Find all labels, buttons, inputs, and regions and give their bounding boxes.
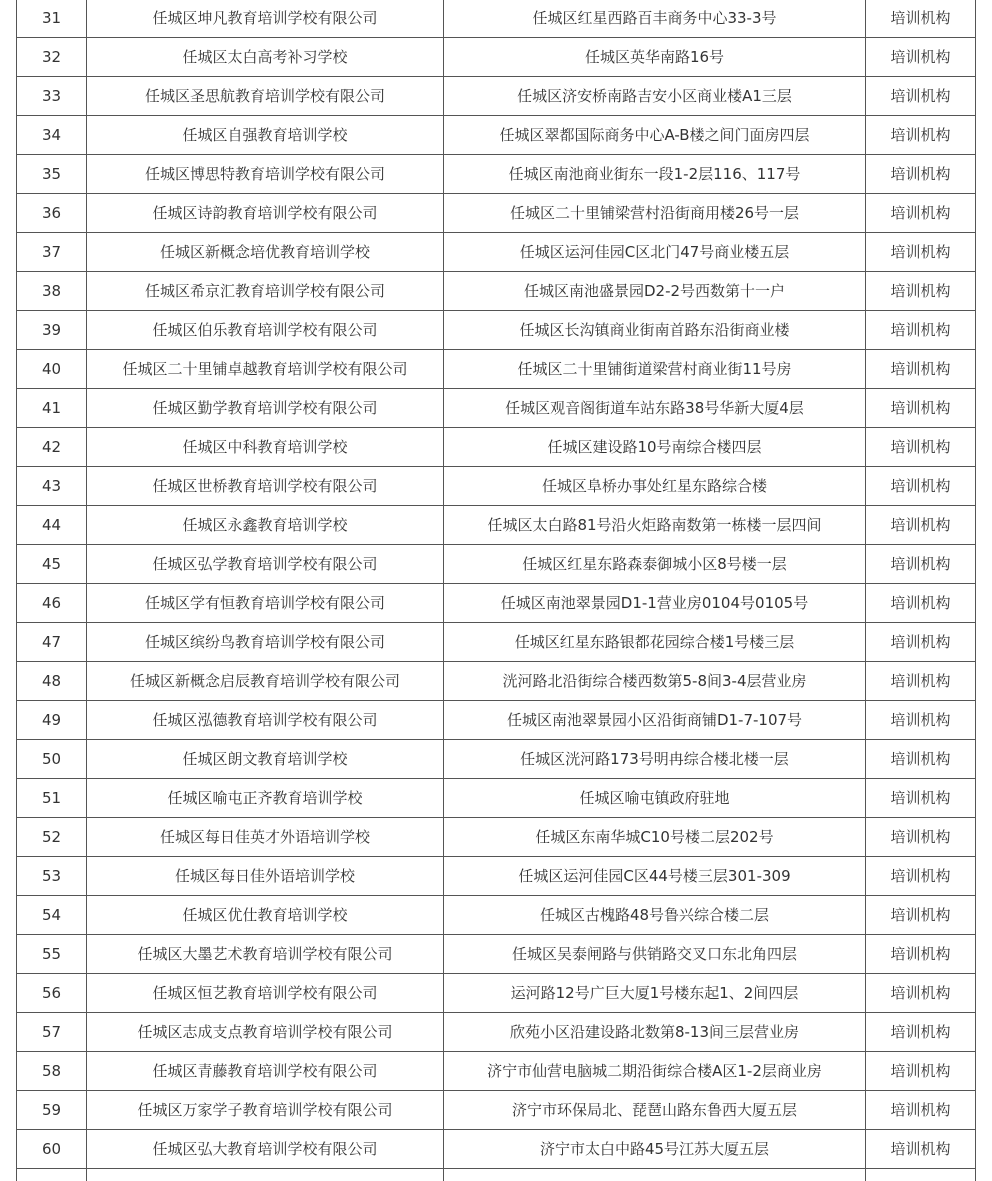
institution-name-cell: 任城区新概念培优教育培训学校 (87, 233, 444, 272)
institution-address-cell: 任城区二十里铺街道梁营村商业街11号房 (444, 350, 866, 389)
institution-type-cell: 培训机构 (866, 818, 976, 857)
row-number-cell: 37 (17, 233, 87, 272)
row-number-cell: 52 (17, 818, 87, 857)
institution-type-cell: 培训机构 (866, 545, 976, 584)
table-row (17, 857, 976, 896)
institution-name-cell: 任城区永鑫教育培训学校 (87, 506, 444, 545)
institution-name-cell: 任城区青藤教育培训学校有限公司 (87, 1052, 444, 1091)
institution-address-cell: 任城区阜桥办事处红星东路综合楼 (444, 467, 866, 506)
institution-type-cell: 培训机构 (866, 1091, 976, 1130)
empty-cell (444, 1169, 866, 1181)
institution-type-cell: 培训机构 (866, 896, 976, 935)
row-number-cell: 51 (17, 779, 87, 818)
institution-name-cell: 任城区弘学教育培训学校有限公司 (87, 545, 444, 584)
institution-name-cell: 任城区泓德教育培训学校有限公司 (87, 701, 444, 740)
institution-type-cell: 培训机构 (866, 311, 976, 350)
table-row (17, 194, 976, 233)
institution-address-cell: 任城区南池商业街东一段1-2层116、117号 (444, 155, 866, 194)
institution-type-cell: 培训机构 (866, 584, 976, 623)
institution-type-cell: 培训机构 (866, 857, 976, 896)
row-number-cell: 38 (17, 272, 87, 311)
institution-type-cell: 培训机构 (866, 1130, 976, 1169)
institution-name-cell: 任城区万家学子教育培训学校有限公司 (87, 1091, 444, 1130)
institution-address-cell: 任城区长沟镇商业街南首路东沿街商业楼 (444, 311, 866, 350)
empty-cell (17, 1169, 87, 1181)
institution-address-cell: 任城区红星东路森泰御城小区8号楼一层 (444, 545, 866, 584)
institution-type-cell: 培训机构 (866, 116, 976, 155)
institution-type-cell: 培训机构 (866, 1013, 976, 1052)
institution-name-cell: 任城区朗文教育培训学校 (87, 740, 444, 779)
row-number-cell: 44 (17, 506, 87, 545)
institution-address-cell: 任城区观音阁街道车站东路38号华新大厦4层 (444, 389, 866, 428)
institution-type-cell: 培训机构 (866, 974, 976, 1013)
institution-address-cell: 任城区南池翠景园D1-1营业房0104号0105号 (444, 584, 866, 623)
institution-address-cell: 任城区喻屯镇政府驻地 (444, 779, 866, 818)
institution-address-cell: 任城区翠都国际商务中心A-B楼之间门面房四层 (444, 116, 866, 155)
institution-type-cell: 培训机构 (866, 935, 976, 974)
row-number-cell: 47 (17, 623, 87, 662)
table-row (17, 428, 976, 467)
institution-name-cell: 任城区希京汇教育培训学校有限公司 (87, 272, 444, 311)
institution-address-cell: 任城区济安桥南路吉安小区商业楼A1三层 (444, 77, 866, 116)
table-row (17, 38, 976, 77)
row-number-cell: 41 (17, 389, 87, 428)
institution-address-cell: 任城区南池盛景园D2-2号西数第十一户 (444, 272, 866, 311)
institution-name-cell: 任城区大墨艺术教育培训学校有限公司 (87, 935, 444, 974)
institution-name-cell: 任城区伯乐教育培训学校有限公司 (87, 311, 444, 350)
table-row (17, 77, 976, 116)
table-row (17, 896, 976, 935)
row-number-cell: 48 (17, 662, 87, 701)
table-row (17, 311, 976, 350)
institution-name-cell: 任城区二十里铺卓越教育培训学校有限公司 (87, 350, 444, 389)
institution-type-cell: 培训机构 (866, 155, 976, 194)
institution-address-cell: 欣苑小区沿建设路北数第8-13间三层营业房 (444, 1013, 866, 1052)
institution-address-cell: 任城区英华南路16号 (444, 38, 866, 77)
institution-type-cell: 培训机构 (866, 272, 976, 311)
row-number-cell: 34 (17, 116, 87, 155)
institution-name-cell: 任城区喻屯正齐教育培训学校 (87, 779, 444, 818)
institution-type-cell: 培训机构 (866, 389, 976, 428)
institution-address-cell: 任城区东南华城C10号楼二层202号 (444, 818, 866, 857)
institution-name-cell: 任城区圣思航教育培训学校有限公司 (87, 77, 444, 116)
institution-address-cell: 任城区太白路81号沿火炬路南数第一栋楼一层四间 (444, 506, 866, 545)
row-number-cell: 35 (17, 155, 87, 194)
institution-table (16, 0, 976, 1181)
institution-address-cell: 任城区红星东路银都花园综合楼1号楼三层 (444, 623, 866, 662)
institution-address-cell: 任城区红星西路百丰商务中心33-3号 (444, 0, 866, 38)
row-number-cell: 57 (17, 1013, 87, 1052)
institution-type-cell: 培训机构 (866, 701, 976, 740)
row-number-cell: 60 (17, 1130, 87, 1169)
row-number-cell: 46 (17, 584, 87, 623)
institution-address-cell: 洸河路北沿街综合楼西数第5-8间3-4层营业房 (444, 662, 866, 701)
row-number-cell: 45 (17, 545, 87, 584)
row-number-cell: 59 (17, 1091, 87, 1130)
row-number-cell: 49 (17, 701, 87, 740)
institution-type-cell: 培训机构 (866, 623, 976, 662)
row-number-cell: 56 (17, 974, 87, 1013)
empty-cell (866, 1169, 976, 1181)
institution-name-cell: 任城区中科教育培训学校 (87, 428, 444, 467)
table-row (17, 740, 976, 779)
institution-name-cell: 任城区新概念启辰教育培训学校有限公司 (87, 662, 444, 701)
table-row (17, 0, 976, 38)
table-row (17, 584, 976, 623)
institution-name-cell: 任城区自强教育培训学校 (87, 116, 444, 155)
institution-name-cell: 任城区诗韵教育培训学校有限公司 (87, 194, 444, 233)
institution-type-cell: 培训机构 (866, 467, 976, 506)
institution-name-cell: 任城区世桥教育培训学校有限公司 (87, 467, 444, 506)
table-row (17, 467, 976, 506)
table-row (17, 350, 976, 389)
table-row (17, 935, 976, 974)
table-row (17, 974, 976, 1013)
institution-address-cell: 任城区吴泰闸路与供销路交叉口东北角四层 (444, 935, 866, 974)
empty-cell (87, 1169, 444, 1181)
institution-address-cell: 任城区二十里铺梁营村沿街商用楼26号一层 (444, 194, 866, 233)
table-row (17, 116, 976, 155)
institution-name-cell: 任城区博思特教育培训学校有限公司 (87, 155, 444, 194)
table-row (17, 1052, 976, 1091)
row-number-cell: 50 (17, 740, 87, 779)
row-number-cell: 32 (17, 38, 87, 77)
institution-address-cell: 任城区运河佳园C区44号楼三层301-309 (444, 857, 866, 896)
table-row (17, 272, 976, 311)
institution-type-cell: 培训机构 (866, 194, 976, 233)
institution-type-cell: 培训机构 (866, 1052, 976, 1091)
institution-address-cell: 任城区古槐路48号鲁兴综合楼二层 (444, 896, 866, 935)
institution-type-cell: 培训机构 (866, 740, 976, 779)
institution-name-cell: 任城区弘大教育培训学校有限公司 (87, 1130, 444, 1169)
institution-address-cell: 任城区南池翠景园小区沿街商铺D1-7-107号 (444, 701, 866, 740)
row-number-cell: 42 (17, 428, 87, 467)
institution-name-cell: 任城区坤凡教育培训学校有限公司 (87, 0, 444, 38)
row-number-cell: 36 (17, 194, 87, 233)
institution-name-cell: 任城区恒艺教育培训学校有限公司 (87, 974, 444, 1013)
institution-address-cell: 济宁市环保局北、琵琶山路东鲁西大厦五层 (444, 1091, 866, 1130)
institution-type-cell: 培训机构 (866, 77, 976, 116)
institution-name-cell: 任城区学有恒教育培训学校有限公司 (87, 584, 444, 623)
institution-address-cell: 济宁市太白中路45号江苏大厦五层 (444, 1130, 866, 1169)
row-number-cell: 43 (17, 467, 87, 506)
table-row (17, 506, 976, 545)
row-number-cell: 40 (17, 350, 87, 389)
institution-type-cell: 培训机构 (866, 779, 976, 818)
table-row (17, 779, 976, 818)
table-row (17, 623, 976, 662)
table-row (17, 545, 976, 584)
table-body (17, 0, 976, 1181)
row-number-cell: 31 (17, 0, 87, 38)
institution-address-cell: 任城区建设路10号南综合楼四层 (444, 428, 866, 467)
table-row (17, 389, 976, 428)
table-row-partial (17, 1169, 976, 1181)
table-row (17, 1130, 976, 1169)
institution-name-cell: 任城区每日佳英才外语培训学校 (87, 818, 444, 857)
row-number-cell: 58 (17, 1052, 87, 1091)
institution-name-cell: 任城区缤纷鸟教育培训学校有限公司 (87, 623, 444, 662)
institution-name-cell: 任城区每日佳外语培训学校 (87, 857, 444, 896)
institution-table-container (16, 0, 975, 1181)
table-row (17, 1091, 976, 1130)
row-number-cell: 54 (17, 896, 87, 935)
institution-address-cell: 运河路12号广巨大厦1号楼东起1、2间四层 (444, 974, 866, 1013)
institution-address-cell: 任城区洸河路173号明冉综合楼北楼一层 (444, 740, 866, 779)
row-number-cell: 55 (17, 935, 87, 974)
institution-name-cell: 任城区优仕教育培训学校 (87, 896, 444, 935)
row-number-cell: 39 (17, 311, 87, 350)
institution-type-cell: 培训机构 (866, 506, 976, 545)
institution-name-cell: 任城区太白高考补习学校 (87, 38, 444, 77)
row-number-cell: 53 (17, 857, 87, 896)
institution-address-cell: 任城区运河佳园C区北门47号商业楼五层 (444, 233, 866, 272)
table-row (17, 233, 976, 272)
institution-type-cell: 培训机构 (866, 233, 976, 272)
institution-address-cell: 济宁市仙营电脑城二期沿街综合楼A区1-2层商业房 (444, 1052, 866, 1091)
institution-type-cell: 培训机构 (866, 38, 976, 77)
institution-type-cell: 培训机构 (866, 350, 976, 389)
institution-type-cell: 培训机构 (866, 0, 976, 38)
row-number-cell: 33 (17, 77, 87, 116)
institution-name-cell: 任城区志成支点教育培训学校有限公司 (87, 1013, 444, 1052)
institution-type-cell: 培训机构 (866, 662, 976, 701)
table-row (17, 1013, 976, 1052)
table-row (17, 662, 976, 701)
table-row (17, 155, 976, 194)
institution-type-cell: 培训机构 (866, 428, 976, 467)
institution-name-cell: 任城区勤学教育培训学校有限公司 (87, 389, 444, 428)
table-row (17, 818, 976, 857)
table-row (17, 701, 976, 740)
